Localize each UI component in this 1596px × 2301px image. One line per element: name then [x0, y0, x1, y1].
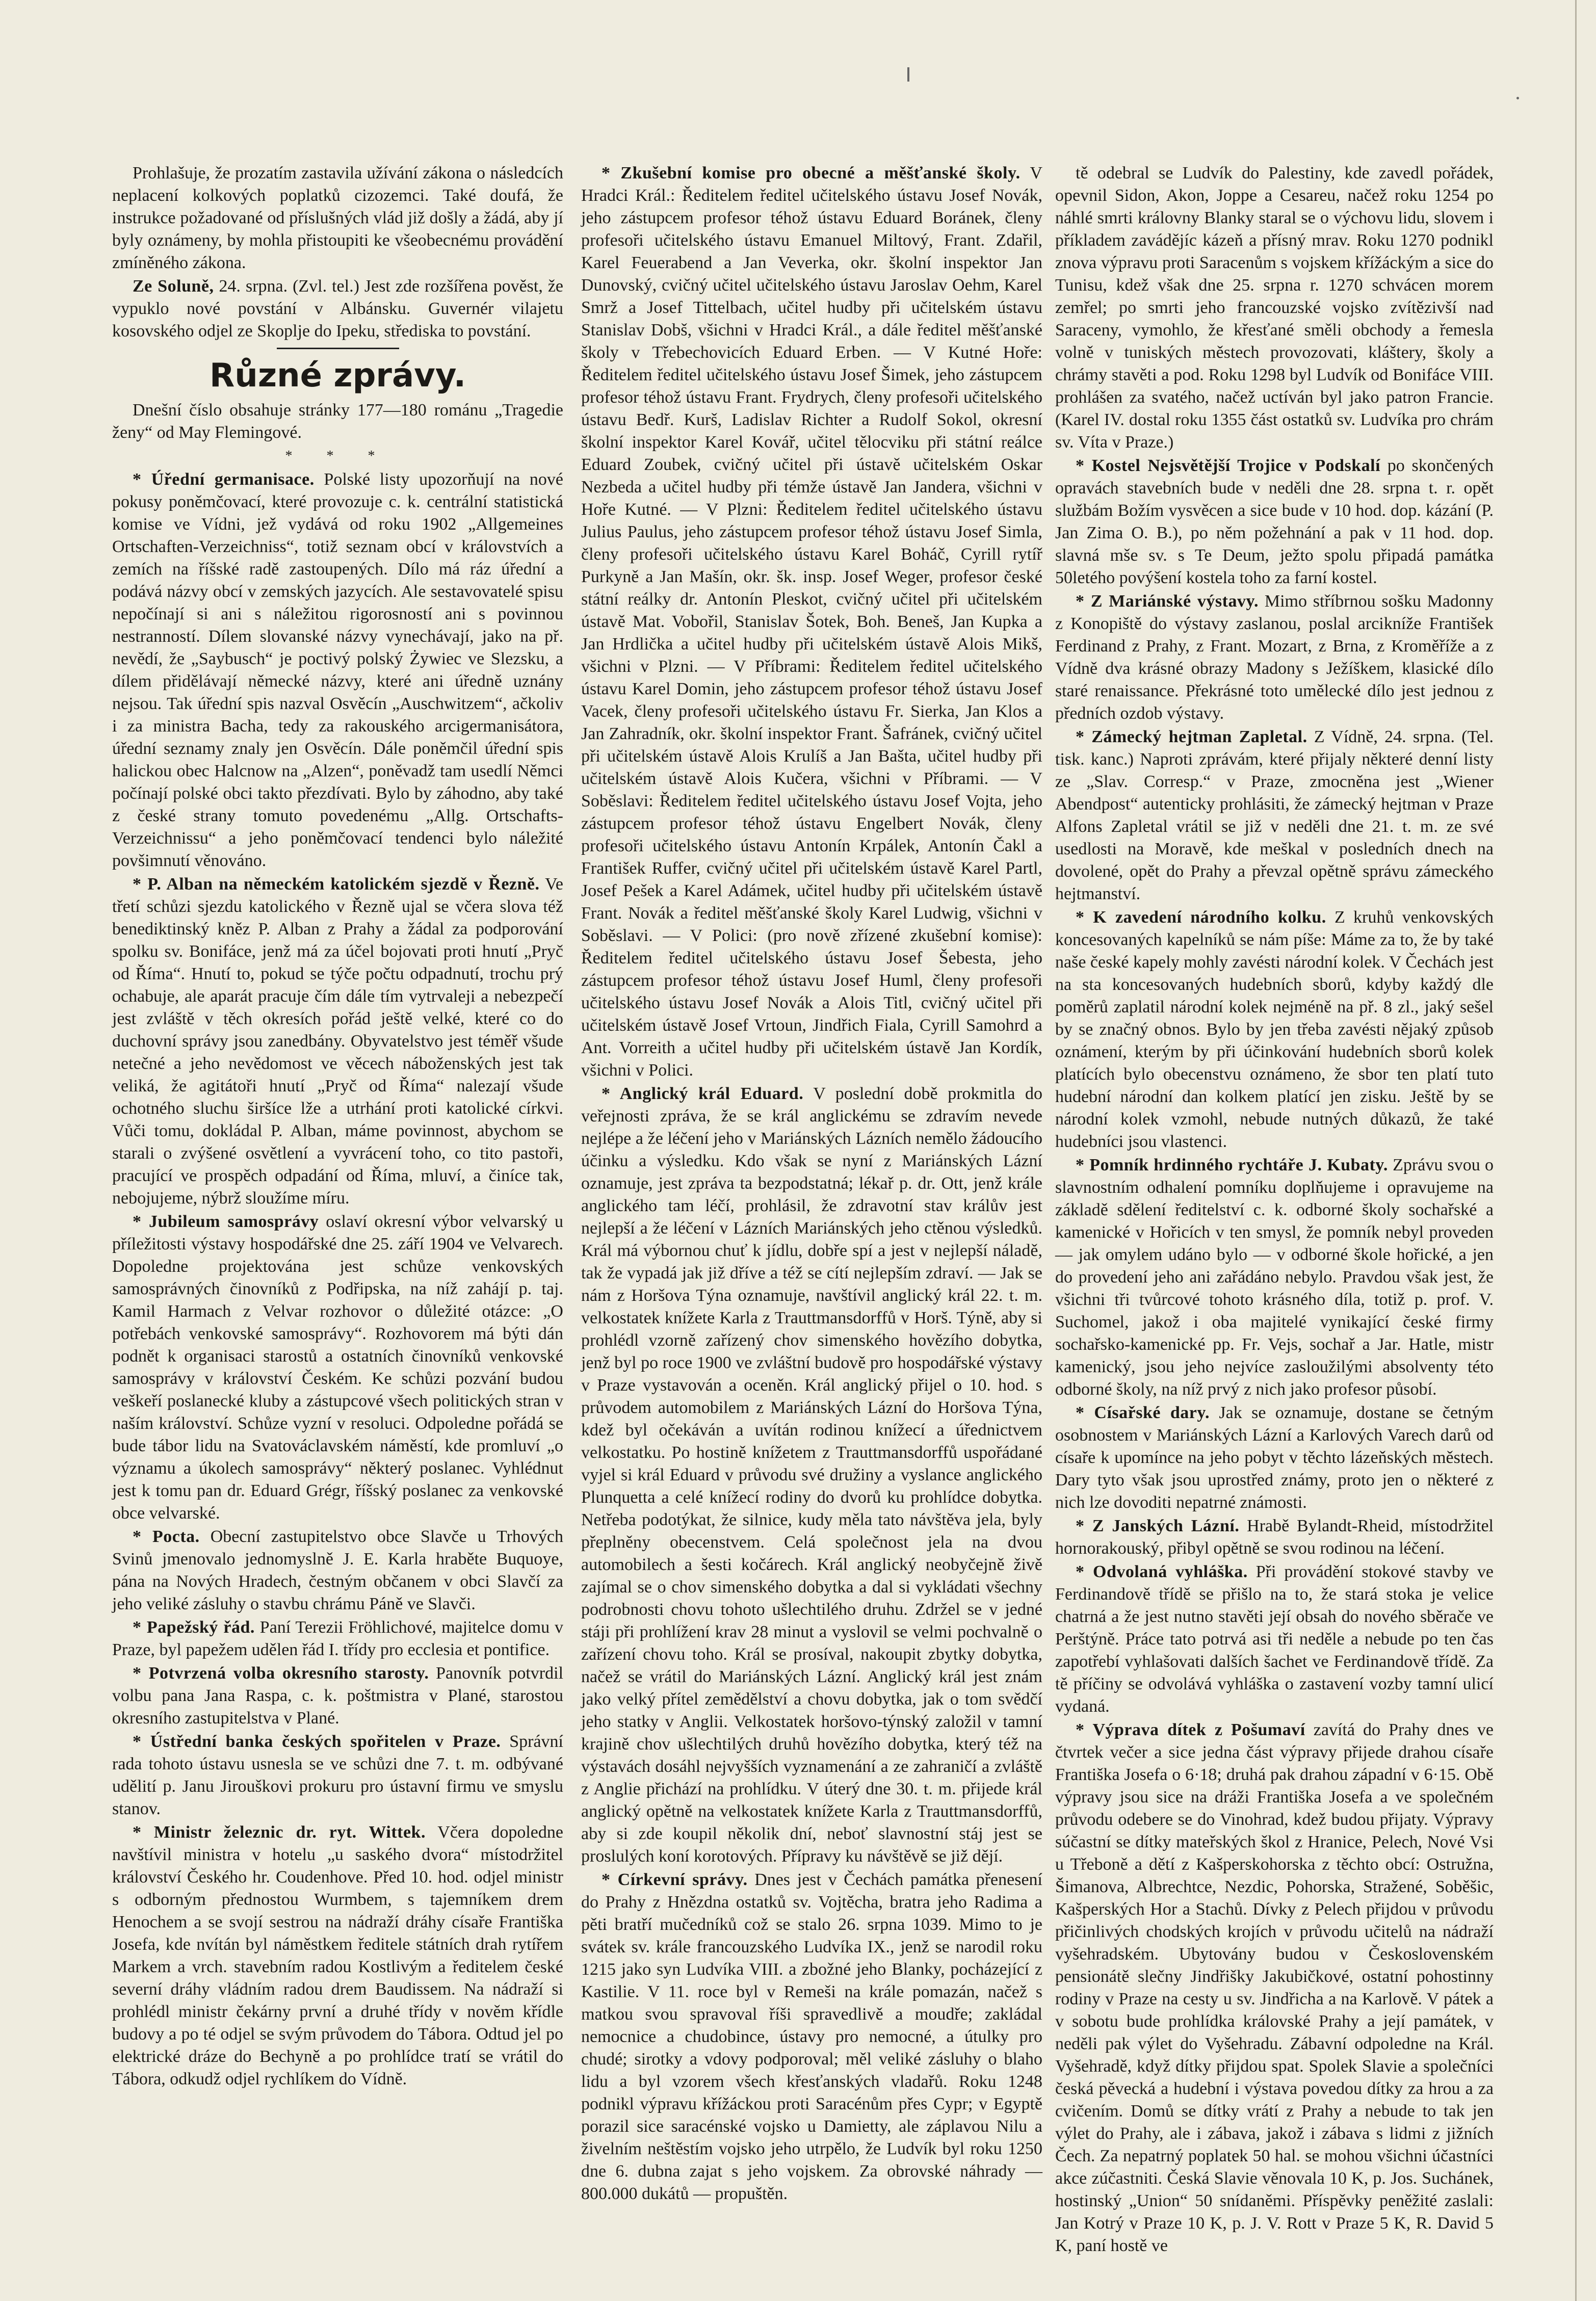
news-item: * Ministr železnic dr. ryt. Wittek. Včera dopoledne navštívil ministra v hotelu „u saského dvora“ místodržitel království Českého hr. Coudenhove. Před 10. hod. odjel ministr s odborným přednostou Wurmbem, s tajemníkem drem Henochem a se svojí sestrou na nádraží dráhy císaře Františka Josefa, kde nvítán byl náměstkem ředitele státních drah rytířem Markem a vrch. stavebním radou Kostlivým a ředitelem české severní dráhy vládním radou drem Baudissem. Na nádraží si prohlédl ministr čekárny první a druhé třídy v nověm křídle budovy a po té odjel se svým průvodem do Tábora. Odtud jel po elektrické dráze do Bechyně a po prohlídce tratí se vrátil do Tábora, odkudž odjel rychlíkem do Vídně. [112, 1823, 563, 2088]
scan-mark [907, 67, 909, 82]
section-header [112, 348, 563, 397]
paragraph: tě odebral se Ludvík do Palestiny, kde zavedl pořádek, opevnil Sidon, Akon, Joppe a Cesareu, načež roku 1254 po náhlé smrti královny Blanky staral se o výchovu lidu, slovem i příkladem zavádějíc kázeň a přísný mrav. Roku 1270 podnikl znova výpravu proti Saracenům s vojskem křížáckým a sice do Tunisu, kdež však dne 25. srpna r. 1270 schvácen morem zemřel; po smrti jeho francouzské vojsko zvítězivší nad Saraceny, vymohlo, že křesťané směli obchody a řemesla volně v tuniských městech provozovati, kláštery, školy a chrámy stavěti a pod. Roku 1298 byl Ludvík od Bonifáce VIII. prohlášen za svatého, načež uctíván byl jako patron Francie. (Karel IV. dostal roku 1355 část ostatků sv. Ludvíka pro chrám sv. Víta v Praze.) [1055, 164, 1494, 452]
news-item: * Potvrzená volba okresního starosty. Panovník potvrdil volbu pana Jana Raspa, c. k. poštmistra v Plané, starostou okresního zastupitelstva v Plané. [112, 1664, 564, 1728]
news-item: * Z Janských Lázní. Hrabě Bylandt-Rheid, místodržitel hornorakouský, přibyl opětně se svou rodinou na léčení. [1055, 1516, 1494, 1558]
news-item: * Papežský řád. Paní Terezii Fröhlichové, majitelce domu v Praze, byl papežem udělen řád I. třídy pro ecclesia et pontifice. [112, 1618, 564, 1659]
news-item: * Zkušební komise pro obecné a měšťanské školy. V Hradci Král.: Ředitelem ředitel učitelského ústavu Josef Novák, jeho zástupcem profesor téhož ústavu Eduard Boránek, členy profesoři učitelského ústavu Emanuel Miltový, Frant. Zdařil, Karel Feuerabend a Jan Veverka, okr. školní inspektor Jan Dunovský, cvičný učitel učitelského ústavu Jaroslav Oehm, Karel Smrž a Josef Tittelbach, učitel hudby při učitelském ústavu Stanislav Dobš, všichni v Hradci Král., a dále ředitel měšťanské školy v Třebechovicích Eduard Erben. — V Kutné Hoře: Ředitelem ředitel učitelského ústavu Josef Šimek, jeho zástupcem profesor téhož ústavu Frant. Frydrych, členy profesoři učitelského ústavu Bedř. Kurš, Ladislav Richter a Rudolf Sokol, okresní školní inspektor Karel Kovář, učitel tělocviku při státní reálce Eduard Zoubek, cvičný učitel při ústavě učitelském Oskar Nezbeda a učitel hudby při témže ústavě Jan Jandera, všichni v Hoře Kutné. — V Plzni: Ředitelem ředitel učitelského ústavu Julius Paulus, jeho zástupcem profesor téhož ústavu Josef Simla, členy profesoři učitelského ústavu Karel Boháč, Cyrill rytíř Purkyně a Jan Mašín, okr. šk. insp. Josef Weger, profesor české státní reálky dr. Antonín Pleskot, cvičný učitel při učitelském ústavě Mat. Vobořil, Stanislav Šotek, Boh. Beneš, Jan Kupka a Jan Hrdlička a učitel hudby při učitelském ústavě Alois Mikš, všichni v Plzni. — V Příbrami: Ředitelem ředitel učitelského ústavu Karel Domin, jeho zástupcem profesor téhož ústavu Josef Vacek, členy profesoři učitelského ústavu Fr. Sierka, Jan Klos a Jan Zahradník, okr. školní inspektor Frant. Šafránek, cvičný učitel při učitelském ústavě Alois Krulíš a Jan Bašta, učitel hudby při učitelském ústavě Alois Kučera, všichni v Příbrami. — V Soběslavi: Ředitelem ředitel učitelského ústavu Josef Vojta, jeho zástupcem profesor téhož ústavu Engelbert Novák, členy profesoři učitelského ústavu Antonín Krpálek, Antonín Čakl a František Ruffer, cvičný učitel při učitelském ústavě Karel Partl, Josef Pešek a Karel Adámek, učitel hudby při učitelském ústavě Frant. Novák a ředitel měšťanské školy Karel Ludwig, všichni v Soběslavi. — V Polici: (pro nově zřízené zkušební komise): Ředitelem ředitel učitelského ústavu Josef Šebesta, jeho zástupcem profesor téhož ústavu Josef Huml, členy profesoři učitelského ústavu Josef Novák a Alois Titl, cvičný učitel při učitelském ústavě Josef Vrtoun, Jindřich Fiala, Cyrill Samohrd a Ant. Vorreith a učitel hudby při učitelském ústavě Jan Kordík, všichni v Polici. [581, 164, 1042, 1080]
news-item: * Úřední germanisace. Polské listy upozorňují na nové pokusy poněmčovací, které provozuje c. k. centrální statistická komise ve Vídni, jež vydává od roku 1902 „Allgemeines Ortschaften-Verzeichniss“, totiž seznam obcí v královstvích a zemích na říšské radě zastoupených. Dílo má ráz úřední a podává názvy obcí v zemských jazycích. Ale sestavovatelé spisu nepočínají si ani s náležitou rigorosností ani s povinnou nestranností. Dílem slovanské názvy vynechávají, jako na př. nevědí, že „Saybusch“ je poctivý polský Żywiec ve Slezsku, a dílem přidělávají německé názvy, které ani úředně uznány nejsou. Tak úřední spis nazval Osvěcín „Auschwitzem“, ačkoliv i za ministra Bacha, tedy za rakouského arcigermanisátora, úřední seznamy znaly jen Osvěcín. Dále poněmčil úřední spis halickou obec Halcnow na „Alzen“, poněvadž tam usedlí Němci počínají polské obci takto přezdívati. Bylo by záhodno, aby také z české strany tomuto povedenému „Allg. Ortschafts-Verzeichnissu“ a jeho poněmčovací tendenci bylo náležité povšimnutí věnováno. [112, 470, 563, 870]
news-item: * Císařské dary. Jak se oznamuje, dostane se četným osobnostem v Mariánských Lázní a Karlových Varech darů od císaře k upomínce na jeho pobyt v těchto lázeňských městech. Dary tyto však jsou uprostřed známy, proto jen o některé z nich lze dovoditi nepatrné známosti. [1055, 1403, 1494, 1512]
news-item: * Jubileum samosprávy oslaví okresní výbor velvarský u příležitosti výstavy hospodářské dne 25. září 1904 ve Velvarech. Dopoledne projektována jest schůze venkovských samosprávných činovníků z Podřipska, na níž zahájí p. taj. Kamil Harmach z Velvar rozhovor o důležité otázce: „O potřebách venkovské samosprávy“. Rozhovorem má býti dán podnět k organisaci starostů a ostatních činovníků venkovské samosprávy v království Českém. Ke schůzi pozvání budou veškeří poslanecké kluby a zástupcové všech politických stran v naším království. Schůze vyzní v resoluci. Odpoledne pořádá se bude tábor lidu na Svatováclavském náměstí, kde promluví „o významu a úkolech samosprávy“ některý poslanec. Vyhlédnut jest k tomu pan dr. Eduard Grégr, říšský poslanec za venkovské obce velvarské. [112, 1212, 563, 1523]
separator-stars: * * * [285, 448, 390, 464]
news-item: * Výprava dítek z Pošumaví zavítá do Prahy dnes ve čtvrtek večer a sice jedna část výpravy přijede drahou císaře Františka Josefa o 6·18; druhá pak drahou západní v 6·15. Obě výpravy jsou sice na dráži Františka Josefa a ve společném průvodu odebere se do Vinohrad, kdež budou přijaty. Výpravy súčastní se dítky mateřských škol z Hranice, Pelech, Nové Vsi u Třeboně a dětí z Kašperskohorska z těchto obcí: Ostružna, Šimanova, Albrechtce, Nezdic, Pohorska, Stražené, Soběšic, Kašperských Hor a Stachů. Dívky z Pelech přijdou v průvodu přičinlivých chodských krojích v průvodu učitelů na nádraží vyšehradském. Ubytovány budou v Československém pensionátě slečny Jindřišky Jakubičkové, ostatní pohostinny rodiny v Praze na cesty u sv. Jindřicha a na Karlově. V pátek a v sobotu bude prohlídka královské Prahy a její památek, v neděli pak výlet do Vyšehradu. Zábavní odpoledne na Král. Vyšehradě, když dítky přijdou spat. Spolek Slavie a společníci česká pěvecká a hudební i výstava povedou dítky za hrou a za cvičením. Domů se dítky vrátí z Prahy a nebude to tak jen výlet do Prahy, ale i zábava, jakož i zábava s lidmi z jižních Čech. Za nepatrný poplatek 50 hal. se mohou všichni účastníci akce zúčastniti. Česká Slavie věnovala 10 K, p. Jos. Suchánek, hostinský „Union“ 50 snídaněmi. Příspěvky peněžité zaslali: Jan Kotrý v Praze 10 K, p. J. V. Rott v Praze 5 K, R. David 5 K, paní hostě ve [1055, 1720, 1494, 2255]
news-item: * Odvolaná vyhláška. Při provádění stokové stavby ve Ferdinandově třídě se přišlo na to, že stará stoka je velice chatrná a že jest nutno stavěti její obsah do nového sběrače ve Perštýně. Práce tato potrvá asi tři neděle a nebude po ten čas zapotřebí vyhlašovati dalších šachet ve Ferdinandově třídě. Za tě příčiny se odvolává vyhláška o zastavení vozby tamní ulicí vydaná. [1055, 1562, 1494, 1716]
intro-note: Dnešní číslo obsahuje stránky 177—180 románu „Tragedie ženy“ od May Flemingové. [112, 401, 563, 442]
news-item: * Ústřední banka českých spořitelen v Praze. Správní rada tohoto ústavu usnesla se ve schůzi dne 7. t. m. odbývané udělití p. Janu Jirouškovi prokuru pro ústavní firmu ve smyslu stanov. [112, 1732, 564, 1818]
section-title: Různé zprávy. [209, 357, 466, 395]
column-3 [1055, 162, 1494, 2255]
paragraph: Ze Soluně, 24. srpna. (Zvl. tel.) Jest zde rozšířena pověst, že vypuklo nové povstání v Albánsku. Guvernér vilajetu kosovského odjel ze Skoplje do Ipeku, střediska to povstání. [112, 277, 564, 341]
paragraph: Prohlašuje, že prozatím zastavila užívání zákona o následcích neplacení kolkových poplatků cizozemci. Také doufá, že instrukce požadované od příslušných vlád již došly a žádá, aby jí byly oznámeny, by mohla přistoupiti ke všeobecnému provádění zmíněného zákona. [112, 164, 563, 272]
news-item: * Kostel Nejsvětější Trojice v Podskalí po skončených opravách stavebních bude v neděli dne 28. srpna t. r. opět službám Božím vysvěcen a sice bude v 10 hod. dop. kázání (P. Jan Zima O. B.), po něm požehnání a pak v 11 hod. dop. slavná mše sv. s Te Deum, ježto spolu připadá památka 50letého povýšení kostela toho za farní kostel. [1055, 456, 1494, 587]
news-item: * K zavedení národního kolku. Z kruhů venkovských koncesovaných kapelníků se nám píše: Máme za to, že by také naše české kapely mohly zavésti národní kolek. V Čechách jest na sta koncesovaných hudebních sborů, kdyby každý dle poměrů zaplatil národní kolek nejméně na př. 8 zl., jaký sešel by se značný obnos. Bylo by jen třeba zavésti nějaký způsob oznámení, kterým by při účinkování hudebních sborů kolek platících bylo obecenstvu oznámeno, že sbor ten platí tuto hudební národní dan kolkem platící jen zisku. Ještě by se národní kolek vzmohl, nebude nutných důkazů, že také hudebníci jsou vlastenci. [1055, 908, 1494, 1151]
news-item: * Církevní správy. Dnes jest v Čechách památka přenesení do Prahy z Hnězdna ostatků sv. Vojtěcha, bratra jeho Radima a pěti bratří mučedníků což se stalo 26. srpna 1039. Mimo to je svátek sv. krále francouzského Ludvíka IX., jenž se narodil roku 1215 jako syn Ludvíka VIII. a zbožné jeho Blanky, pocházející z Kastilie. V 11. roce byl v Remeši na krále pomazán, načež s matkou svou spravoval říši spravedlivě a moudře; zakládal nemocnice a chudobince, ústavy pro nemocné, a útulky pro chudé; sirotky a vdovy podporoval; měl veliké zásluhy o blaho lidu a byl vzorem všech křesťanských vladařů. Roku 1248 podnikl výpravu křížáckou proti Saracénům přes Cypr; v Egyptě porazil sice saracénské vojsko u Damietty, ale záplavou Nilu a živelním neštěstím vojsko jeho utrpělo, že Ludvík byl roku 1250 dne 6. dubna zajat s jeho vojskem. Za obrovské náhrady — 800.000 dukátů — propuštěn. [581, 1870, 1042, 2203]
news-item: * Z Mariánské výstavy. Mimo stříbrnou sošku Madonny z Konopiště do výstavy zaslanou, poslal arcikníže František Ferdinand z Prahy, z Frant. Mozart, z Brna, z Kroměříže a z Vídně dva krásné obrazy Madony s Ježíškem, klasické dílo staré renaissance. Překrásné toto umělecké dílo jest jednou z předních ozdob výstavy. [1055, 592, 1494, 723]
news-item: * Pocta. Obecní zastupitelstvo obce Slavče u Trhových Svinů jmenovalo jednomyslně J. E. Karla hraběte Buquoye, pána na Nových Hradech, čestným občanem v obci Slavčí za jeho veliké zásluhy o stavbu chrámu Páně ve Slavči. [112, 1527, 563, 1613]
scan-dot [1516, 97, 1519, 99]
page-edge [1575, 0, 1577, 2301]
news-item: * Zámecký hejtman Zapletal. Z Vídně, 24. srpna. (Tel. tisk. kanc.) Naproti zprávám, které přijaly některé denní listy ze „Slav. Corresp.“ v Praze, zmocněna jest „Wiener Abendpost“ autenticky prohlásiti, že zámecký hejtman v Praze Alfons Zapletal vrátil se již v neděli dne 21. t. m. ze své usedlosti na Moravě, kde meškal v posledních dnech na dovolené, opět do Prahy a převzal opětně správu zámeckého hejtmanství. [1055, 727, 1494, 903]
divider [277, 348, 399, 349]
news-item: * Anglický král Eduard. V poslední době prokmitla do veřejnosti zpráva, že se král anglickému se zdravím nevede nejlépe a že léčení jeho v Mariánských Lázních nemělo žádoucího účinku a výsledku. Kdo však se nyní z Mariánských Lázní oznamuje, jest zpráva ta bezpodstatná; lékař p. dr. Ott, jenž krále anglického tam léčí, prohlásil, že zdravotní stav králův jest nejlepší a že léčení v Lázních Mariánských jeho ctěnou výsledků. Král má výbornou chuť k jídlu, dobře spí a jest v nejlepší náladě, tak že vypadá jak již dříve a též se cítí nejlepším zdraví. — Jak se nám z Horšova Týna oznamuje, navštívil anglický král 22. t. m. velkostatek knížete Karla z Trauttmansdorffů v Horš. Týně, aby si prohlédl vzorně zařízený chov simenského hovězího dobytka, jenž byl po roce 1900 ve zvláštní budově pro hospodářské výstavy v Praze vystavován a oceněn. Král anglický přijel o 10. hod. s průvodem automobilem z Mariánských Lázní do Horšova Týna, kdež byl očekáván a uvítán rodinou knížecí a úřednictvem velkostatku. Po hostině knížetem z Trauttmansdorffů uspořádané vyjel si král Eduard v průvodu své družiny a vyslance anglického Plunquetta a celé knížecí rodiny do dvorů ku prohlídce dobytka. Netřeba podotýkat, že silnice, kudy měla tato návštěva jela, byly přeplněny obecenstvem. Celá společnost jela na dvou automobilech a šesti kočárech. Král anglický neobyčejně živě zajímal se o chov simenského dobytka a dal si vykládati všechny podrobnosti chovu tohoto ušlechtilého druhu. Zdržel se v jedné stáji při prohlížení krav 28 minut a vyslovil se velmi pochvalně o zařízení chovu toho. Král se prosíval, nakoupit zbytky dobytka, načež se vrátil do Mariánských Lázní. Anglický král jest znám jako velký přítel zemědělství a chovu dobytka, jak o tom svědčí jeho statky v Anglii. Velkostatek horšovo-týnský založil v tamní krajině chov ušlechtilých druhů hovězího dobytka, který též na výstavách dosáhl nejvyšších vyznamenání a ze zahraničí a zvláště z Anglie přichází na prohlídku. V úterý dne 30. t. m. přijede král anglický opětně na velkostatek knížete Karla z Trauttmansdorffů, aby si zde koupil několik dní, neboť slavnostní stáj jest se proslulých koní korotových. Přípravy ku návštěvě se již dějí. [581, 1084, 1042, 1866]
column-2 [581, 162, 1042, 2203]
news-item: * P. Alban na německém katolickém sjezdě v Řezně. Ve třetí schůzi sjezdu katolického v Řezně ujal se včera slova též benediktinský kněz P. Alban z Prahy a žádal za podporování spolku sv. Bonifáce, jenž má za účel bojovati proti hnutí „Pryč od Říma“. Hnutí to, pokud se týče počtu odpadnutí, trochu prý ochabuje, ale aparát pracuje čím dále tím vytrvaleji a nebezpečí jest zvláště v těch okresích pořád ještě velké, které co do duchovní správy jsou zanedbány. Obyvatelstvo jest téměř všude netečné a jeho nevědomost ve věcech náboženských jest tak veliká, že agitátoři hnutí „Pryč od Říma“ nalezají všude ochotného sluchu širšíce lže a utrhání proti katolické církvi. Vůči tomu, dokládal P. Alban, máme povinnost, abychom se starali o zvýšené osvětlení a vyvrácení toho, co tito pastoři, pracující ve prospěch odpadání od Říma, mluví, a činíce tak, nebojujeme, nýbrž sloužíme míru. [112, 875, 563, 1208]
news-item: * Pomník hrdinného rychtáře J. Kubaty. Zprávu svou o slavnostním odhalení pomníku doplňujeme i opravujeme na základě sdělení ředitelství c. k. odborné školy sochařské a kamenické v Hořicích v ten smysl, že pomník nebyl proveden — jak omylem udáno bylo — v odborné škole hořické, a jen do provedení jeho ani zařádáno nebylo. Pravdou však jest, že všichni tři tvůrcové tohoto krásného díla, totiž p. prof. V. Suchomel, jakož i oba majitelé vynikající české firmy sochařsko-kamenické pp. Fr. Vejs, sochař a Jar. Hatle, mistr kamenický, jsou jeho nejvíce zasloužilými absolventy této odborné školy, na níž prvý z nich jako profesor působí. [1055, 1156, 1494, 1399]
column-1 [112, 162, 563, 2140]
